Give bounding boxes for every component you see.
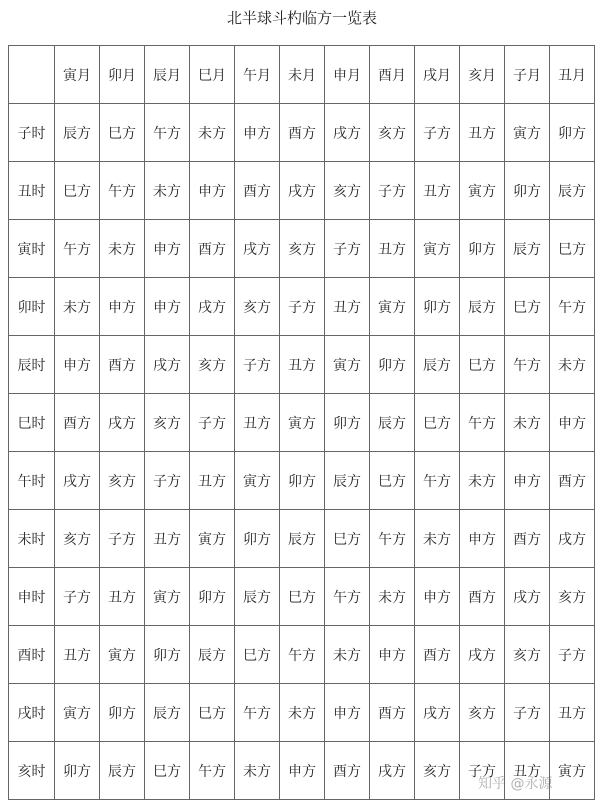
direction-cell: 丑方	[325, 278, 370, 336]
direction-cell: 寅方	[55, 684, 100, 742]
direction-cell: 午方	[415, 452, 460, 510]
direction-cell: 子方	[190, 394, 235, 452]
page-title: 北半球斗杓临方一览表	[226, 9, 377, 27]
direction-cell: 辰方	[145, 684, 190, 742]
direction-cell: 卯方	[370, 336, 415, 394]
table-row	[9, 452, 595, 510]
direction-cell: 午方	[235, 684, 280, 742]
direction-cell: 申方	[550, 394, 595, 452]
direction-cell: 申方	[280, 742, 325, 800]
direction-cell: 申方	[415, 568, 460, 626]
table-body	[9, 46, 595, 800]
direction-cell: 戌方	[460, 626, 505, 684]
direction-cell: 寅方	[235, 452, 280, 510]
direction-cell: 申方	[190, 162, 235, 220]
direction-cell: 未方	[55, 278, 100, 336]
month-header: 亥月	[460, 46, 505, 104]
direction-cell: 酉方	[55, 394, 100, 452]
hour-label: 亥时	[9, 742, 55, 800]
hour-label: 午时	[9, 452, 55, 510]
table-row	[9, 220, 595, 278]
direction-cell: 辰方	[325, 452, 370, 510]
hour-label: 戌时	[9, 684, 55, 742]
table-row	[9, 510, 595, 568]
hour-label: 丑时	[9, 162, 55, 220]
direction-cell: 寅方	[190, 510, 235, 568]
direction-cell: 巳方	[145, 742, 190, 800]
table-row	[9, 278, 595, 336]
direction-cell: 午方	[550, 278, 595, 336]
month-header: 丑月	[550, 46, 595, 104]
table-row	[9, 336, 595, 394]
direction-cell: 卯方	[550, 104, 595, 162]
direction-cell: 酉方	[370, 684, 415, 742]
table-row	[9, 626, 595, 684]
table-row	[9, 104, 595, 162]
direction-cell: 亥方	[325, 162, 370, 220]
direction-cell: 亥方	[505, 626, 550, 684]
direction-cell: 辰方	[460, 278, 505, 336]
hour-label: 辰时	[9, 336, 55, 394]
direction-cell: 巳方	[280, 568, 325, 626]
direction-cell: 亥方	[280, 220, 325, 278]
direction-cell: 巳方	[415, 394, 460, 452]
direction-cell: 辰方	[190, 626, 235, 684]
direction-cell: 丑方	[235, 394, 280, 452]
direction-cell: 午方	[505, 336, 550, 394]
direction-cell: 未方	[100, 220, 145, 278]
direction-cell: 亥方	[190, 336, 235, 394]
direction-cell: 申方	[325, 684, 370, 742]
direction-cell: 巳方	[100, 104, 145, 162]
direction-cell: 酉方	[415, 626, 460, 684]
direction-cell: 寅方	[145, 568, 190, 626]
direction-cell: 丑方	[100, 568, 145, 626]
direction-cell: 酉方	[280, 104, 325, 162]
direction-cell: 戌方	[550, 510, 595, 568]
direction-cell: 丑方	[460, 104, 505, 162]
month-header: 子月	[505, 46, 550, 104]
direction-cell: 辰方	[235, 568, 280, 626]
direction-cell: 丑方	[190, 452, 235, 510]
direction-cell: 巳方	[55, 162, 100, 220]
table-row	[9, 568, 595, 626]
table-row	[9, 684, 595, 742]
direction-cell: 子方	[100, 510, 145, 568]
month-header: 寅月	[55, 46, 100, 104]
direction-cell: 未方	[280, 684, 325, 742]
direction-cell: 午方	[55, 220, 100, 278]
direction-cell: 未方	[505, 394, 550, 452]
direction-cell: 巳方	[190, 684, 235, 742]
direction-cell: 申方	[55, 336, 100, 394]
direction-cell: 寅方	[325, 336, 370, 394]
month-header: 未月	[280, 46, 325, 104]
direction-cell: 戌方	[415, 684, 460, 742]
direction-cell: 巳方	[370, 452, 415, 510]
hour-label: 申时	[9, 568, 55, 626]
direction-cell: 未方	[550, 336, 595, 394]
direction-cell: 子方	[145, 452, 190, 510]
direction-cell: 卯方	[100, 684, 145, 742]
direction-cell: 卯方	[145, 626, 190, 684]
direction-cell: 午方	[100, 162, 145, 220]
month-header: 巳月	[190, 46, 235, 104]
direction-cell: 戌方	[280, 162, 325, 220]
direction-cell: 午方	[280, 626, 325, 684]
direction-cell: 午方	[190, 742, 235, 800]
direction-cell: 子方	[460, 742, 505, 800]
direction-cell: 未方	[370, 568, 415, 626]
direction-cell: 酉方	[100, 336, 145, 394]
watermark-text: 知乎 @永源	[478, 776, 553, 792]
hour-label: 酉时	[9, 626, 55, 684]
direction-cell: 酉方	[235, 162, 280, 220]
direction-cell: 未方	[415, 510, 460, 568]
month-header: 辰月	[145, 46, 190, 104]
hour-label: 卯时	[9, 278, 55, 336]
direction-cell: 巳方	[460, 336, 505, 394]
direction-cell: 巳方	[550, 220, 595, 278]
direction-cell: 戌方	[370, 742, 415, 800]
month-header: 酉月	[370, 46, 415, 104]
table-row	[9, 394, 595, 452]
direction-cell: 酉方	[460, 568, 505, 626]
direction-cell: 酉方	[550, 452, 595, 510]
direction-cell: 亥方	[55, 510, 100, 568]
direction-cell: 亥方	[370, 104, 415, 162]
direction-cell: 辰方	[55, 104, 100, 162]
direction-cell: 巳方	[235, 626, 280, 684]
direction-cell: 申方	[235, 104, 280, 162]
direction-cell: 亥方	[235, 278, 280, 336]
direction-cell: 午方	[145, 104, 190, 162]
direction-cell: 申方	[145, 278, 190, 336]
month-header: 戌月	[415, 46, 460, 104]
direction-cell: 亥方	[145, 394, 190, 452]
direction-cell: 丑方	[370, 220, 415, 278]
direction-cell: 辰方	[280, 510, 325, 568]
direction-cell: 丑方	[145, 510, 190, 568]
direction-cell: 丑方	[505, 742, 550, 800]
direction-cell: 午方	[460, 394, 505, 452]
direction-cell: 戌方	[145, 336, 190, 394]
direction-cell: 丑方	[415, 162, 460, 220]
direction-cell: 子方	[550, 626, 595, 684]
direction-cell: 未方	[460, 452, 505, 510]
direction-cell: 卯方	[325, 394, 370, 452]
direction-cell: 丑方	[550, 684, 595, 742]
direction-cell: 酉方	[505, 510, 550, 568]
direction-cell: 寅方	[100, 626, 145, 684]
direction-cell: 戌方	[235, 220, 280, 278]
header-row	[9, 46, 595, 104]
month-header: 卯月	[100, 46, 145, 104]
direction-cell: 卯方	[505, 162, 550, 220]
direction-cell: 申方	[145, 220, 190, 278]
direction-cell: 辰方	[505, 220, 550, 278]
direction-cell: 亥方	[460, 684, 505, 742]
direction-cell: 卯方	[190, 568, 235, 626]
direction-cell: 申方	[370, 626, 415, 684]
direction-cell: 卯方	[235, 510, 280, 568]
table-row	[9, 162, 595, 220]
direction-cell: 寅方	[550, 742, 595, 800]
direction-cell: 子方	[370, 162, 415, 220]
direction-cell: 辰方	[100, 742, 145, 800]
direction-cell: 酉方	[325, 742, 370, 800]
direction-cell: 辰方	[550, 162, 595, 220]
direction-cell: 未方	[325, 626, 370, 684]
direction-cell: 午方	[325, 568, 370, 626]
direction-cell: 亥方	[415, 742, 460, 800]
direction-cell: 卯方	[55, 742, 100, 800]
direction-cell: 酉方	[190, 220, 235, 278]
hour-label: 未时	[9, 510, 55, 568]
direction-cell: 巳方	[325, 510, 370, 568]
direction-cell: 戌方	[325, 104, 370, 162]
direction-cell: 寅方	[280, 394, 325, 452]
direction-cell: 未方	[235, 742, 280, 800]
hour-label: 巳时	[9, 394, 55, 452]
direction-cell: 卯方	[460, 220, 505, 278]
direction-cell: 寅方	[505, 104, 550, 162]
direction-cell: 申方	[100, 278, 145, 336]
corner-cell	[9, 46, 55, 104]
direction-cell: 巳方	[505, 278, 550, 336]
direction-cell: 戌方	[100, 394, 145, 452]
direction-cell: 卯方	[415, 278, 460, 336]
direction-cell: 寅方	[415, 220, 460, 278]
hour-label: 寅时	[9, 220, 55, 278]
month-header: 午月	[235, 46, 280, 104]
direction-cell: 辰方	[370, 394, 415, 452]
direction-cell: 子方	[415, 104, 460, 162]
hour-label: 子时	[9, 104, 55, 162]
direction-cell: 子方	[325, 220, 370, 278]
direction-cell: 未方	[145, 162, 190, 220]
direction-cell: 寅方	[370, 278, 415, 336]
direction-cell: 子方	[505, 684, 550, 742]
direction-cell: 戌方	[55, 452, 100, 510]
direction-cell: 子方	[235, 336, 280, 394]
direction-cell: 寅方	[460, 162, 505, 220]
table-row	[9, 742, 595, 800]
direction-cell: 戌方	[190, 278, 235, 336]
direction-cell: 亥方	[100, 452, 145, 510]
direction-cell: 午方	[370, 510, 415, 568]
direction-cell: 子方	[55, 568, 100, 626]
direction-cell: 未方	[190, 104, 235, 162]
month-header: 申月	[325, 46, 370, 104]
direction-cell: 亥方	[550, 568, 595, 626]
direction-table	[8, 45, 595, 800]
direction-cell: 子方	[280, 278, 325, 336]
direction-cell: 卯方	[280, 452, 325, 510]
direction-cell: 丑方	[280, 336, 325, 394]
direction-cell: 丑方	[55, 626, 100, 684]
direction-cell: 戌方	[505, 568, 550, 626]
direction-cell: 申方	[460, 510, 505, 568]
direction-cell: 辰方	[415, 336, 460, 394]
direction-cell: 申方	[505, 452, 550, 510]
